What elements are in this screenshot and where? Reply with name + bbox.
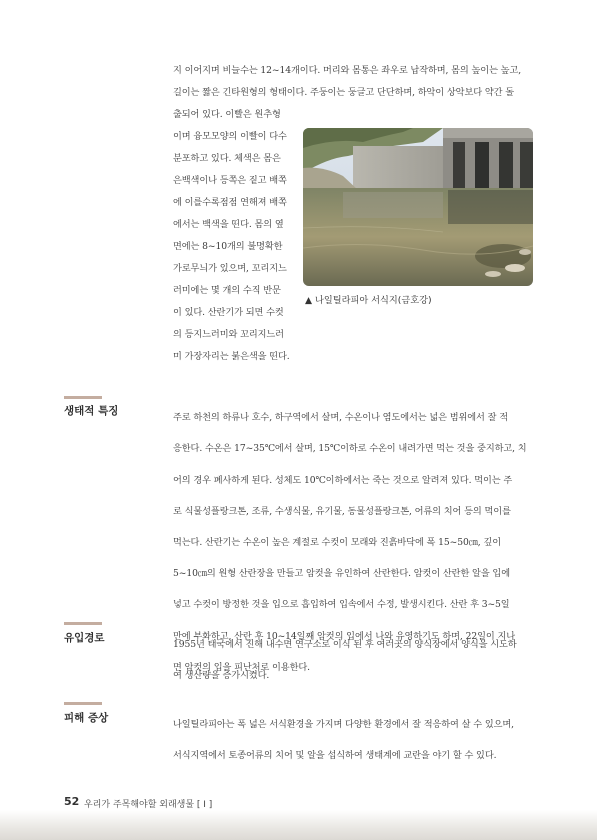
- intro-line: 길이는 짧은 긴타원형의 형태이다. 주둥이는 둥글고 단단하며, 하악이 상악보다 약간 돌: [173, 87, 514, 98]
- wrapped-line: 출되어 있다. 이빨은 원추형: [173, 109, 281, 120]
- wrapped-line: 이 있다. 산란기가 되면 수컷: [173, 307, 284, 318]
- section-title-damage: 피해 증상: [64, 712, 109, 724]
- section-divider: [64, 702, 102, 705]
- wrapped-line: 의 등지느러미와 꼬리지느러: [173, 329, 284, 340]
- wrapped-line: 이며 융모모양의 이빨이 다수: [173, 131, 287, 142]
- section-divider: [64, 622, 102, 625]
- body-line: 어의 경우 폐사하게 된다. 성체도 10℃이하에서는 죽는 것으로 알려져 있다. 먹이는 주: [173, 474, 513, 486]
- body-line: 넣고 수컷이 방정한 것을 입으로 흡입하여 입속에서 수정, 발생시킨다. 산란 후 3~5일: [173, 599, 510, 611]
- section-title-introduction-route: 유입경로: [64, 632, 105, 644]
- wrapped-line: 미 가장자리는 붉은색을 띤다.: [173, 351, 290, 362]
- section-body-damage: [173, 705, 535, 777]
- body-line: 5~10㎝의 원형 산란장을 만들고 암컷을 유인하여 산란한다. 암컷이 산란한 알을 입에: [173, 568, 510, 580]
- body-line: 먹는다. 산란기는 수온이 높은 계절로 수컷이 모래와 진흙바닥에 폭 15~50㎝, 깊이: [173, 536, 501, 548]
- page-number: 52: [64, 795, 80, 808]
- wrapped-description: [173, 104, 296, 368]
- wrapped-line: 가로무늬가 있으며, 꼬리지느: [173, 263, 287, 274]
- wrapped-line: 에서는 백색을 띤다. 몸의 옆: [173, 219, 284, 230]
- body-line: 면 암컷의 입을 피난처로 이용한다.: [173, 661, 310, 673]
- section-divider: [64, 396, 102, 399]
- body-line: 만에 부화하고, 산란 후 10~14일째 암컷의 입에서 나와 유영하기도 하며, 22일이 지나: [173, 630, 515, 642]
- body-line: 주로 하천의 하류나 호수, 하구역에서 살며, 수온이나 염도에서는 넓은 범위에서 잘 적: [173, 412, 509, 424]
- intro-text: [173, 60, 535, 104]
- wrapped-line: 러미에는 몇 개의 수직 반문: [173, 285, 281, 296]
- wrapped-line: 은백색이나 등쪽은 짙고 배쪽: [173, 175, 287, 186]
- section-body-introduction-route: [173, 625, 535, 697]
- body-line: 서식지역에서 토종어류의 치어 및 알을 섭식하여 생태계에 교란을 야기 할 수 있다.: [173, 750, 497, 762]
- body-line: 1955년 태국에서 진해 내수면 연구소로 이식 된 후 여러곳의 양식장에서 양식을 시도하: [173, 639, 517, 651]
- wrapped-line: 에 이를수록점점 연해져 배쪽: [173, 197, 287, 208]
- book-title: 우리가 주목해야할 외래생물 [ I ]: [84, 800, 213, 810]
- section-title-ecology: 생태적 특징: [64, 405, 119, 417]
- body-line: 나일틸라피아는 폭 넓은 서식환경을 가지며 다양한 환경에서 잘 적응하여 살 수 있으며,: [173, 719, 514, 731]
- body-line: 여 생산량을 증가시켰다.: [173, 670, 270, 682]
- intro-line: 지 이어지며 비늘수는 12~14개이다. 머리와 몸통은 좌우로 납작하며, 몸의 높이는 높고,: [173, 65, 522, 76]
- habitat-photo: [303, 128, 533, 286]
- photo-caption: ▲ 나일틸라피아 서식지(금호강): [305, 295, 432, 306]
- wrapped-line: 분포하고 있다. 체색은 몸은: [173, 153, 281, 164]
- habitat-photo-image: [303, 128, 533, 286]
- body-line: 로 식물성플랑크톤, 조류, 수생식물, 유기물, 동물성플랑크톤, 어류의 치어 등의 먹이를: [173, 505, 511, 517]
- footer-background: [0, 810, 597, 840]
- wrapped-line: 면에는 8~10개의 불명확한: [173, 241, 283, 252]
- body-line: 응한다. 수온은 17~35℃에서 살며, 15℃이하로 수온이 내려가면 먹는 것을 중지하고, 치: [173, 443, 527, 455]
